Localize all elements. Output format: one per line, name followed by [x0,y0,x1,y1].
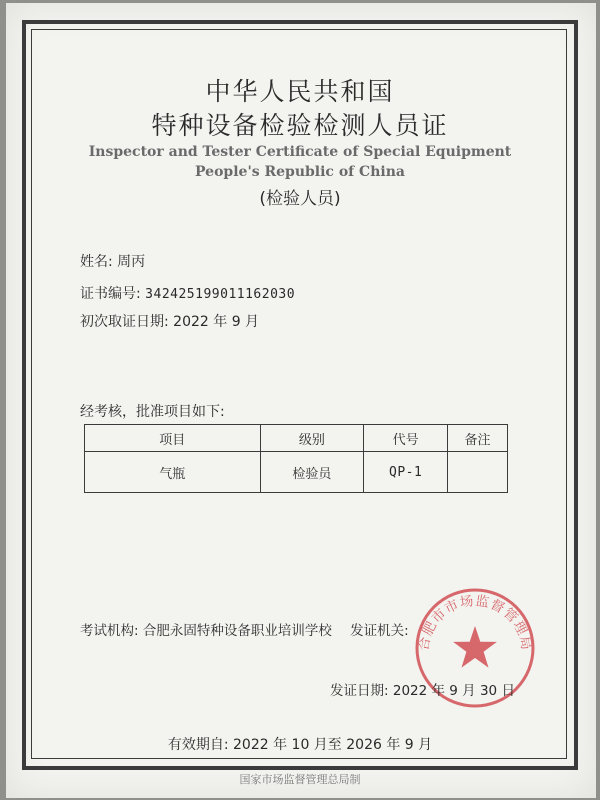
title-english-2: People's Republic of China [195,164,405,180]
title-certificate: 特种设备检验检测人员证 [151,111,449,140]
holder-name-row [80,251,145,271]
header-code: 代号 [364,425,448,452]
cert-number-row [80,283,295,303]
holder-name: 周丙 [117,254,146,270]
cert-number: 342425199011162030 [145,287,296,302]
header-item: 项目 [85,425,261,452]
name-label: 姓名: [80,254,113,270]
first-date-row [80,311,259,331]
approval-note: 经考核，批准项目如下: [80,404,225,420]
first-date-label: 初次取证日期: [80,314,169,330]
cell-level: 检验员 [260,452,364,493]
header-remark: 备注 [448,425,508,452]
footer-issuer: 国家市场监督管理总局制 [239,773,361,786]
issue-date: 2022 年 9 月 30 日 [392,683,515,699]
title-english-1: Inspector and Tester Certificate of Special Equipment [88,144,512,160]
issue-date-row [330,679,515,699]
issue-date-label: 发证日期: [330,683,389,699]
table-header-row [85,425,508,452]
exam-label: 考试机构: [80,623,139,639]
exam-line [80,619,409,639]
title-role: (检验人员) [259,189,341,209]
validity-period: 有效期自: 2022 年 10 月至 2026 年 9 月 [167,737,433,753]
exam-institution: 合肥永固特种设备职业培训学校 [142,623,332,639]
title-country: 中华人民共和国 [205,77,395,106]
seal-text: 合肥市市场监督管理局 [415,593,535,652]
table-row [85,452,508,493]
cell-code: QP-1 [364,452,448,493]
first-date: 2022 年 9 月 [173,314,260,330]
approved-items-table [84,424,508,493]
cell-remark [448,452,508,493]
seal-star-icon [453,626,497,668]
cell-item: 气瓶 [85,452,261,493]
issuer-label: 发证机关: [350,623,409,639]
cert-number-label: 证书编号: [80,286,141,302]
header-level: 级别 [260,425,364,452]
